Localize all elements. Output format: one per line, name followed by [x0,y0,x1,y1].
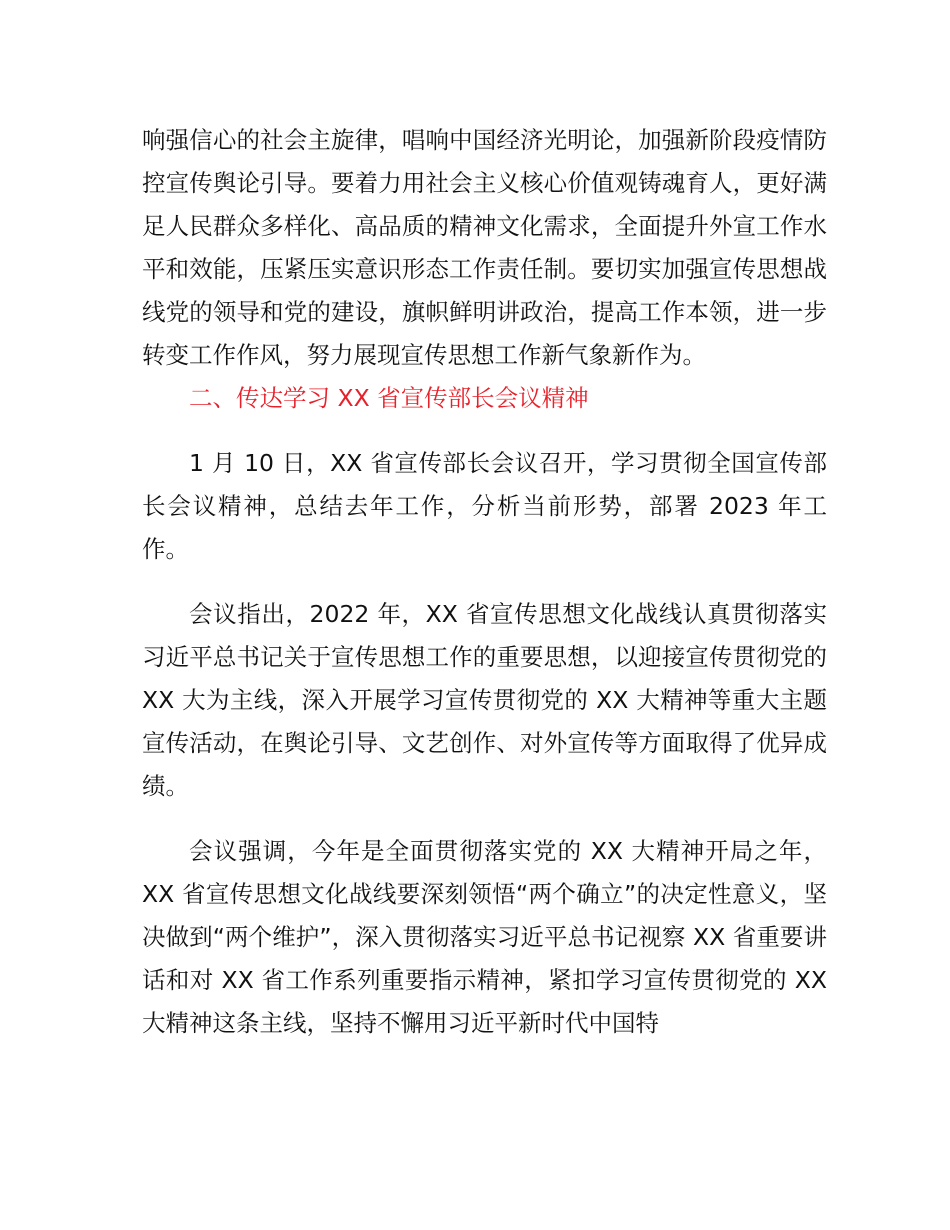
paragraph-meeting-date: 1 月 10 日，XX 省宣传部长会议召开，学习贯彻全国宣传部长会议精神，总结去年工作，分析当前形势，部署 2023 年工作。 [142,449,827,563]
paragraph-continuation: 响强信心的社会主旋律，唱响中国经济光明论，加强新阶段疫情防控宣传舆论引导。要着力用社会主义核心价值观铸魂育人，更好满足人民群众多样化、高品质的精神文化需求，全面提升外宣工作水平和效能，压紧压实意识形态工作责任制。要切实加强宣传思想战线党的领导和党的建设，旗帜鲜明讲政治，提高工作本领，进一步转变工作作风，努力展现宣传思想工作新气象新作为。 [142,126,827,369]
paragraph-meeting-emphasized: 会议强调，今年是全面贯彻落实党的 XX 大精神开局之年，XX 省宣传思想文化战线要深刻领悟“两个确立”的决定性意义，坚决做到“两个维护”，深入贯彻落实习近平总书记视察 XX 省重要讲话和对 XX 省工作系列重要指示精神，紧扣学习宣传贯彻党的 XX 大精神这条主线，坚持不懈用习近平新时代中国特 [142,837,827,1037]
section-heading: 二、传达学习 XX 省宣传部长会议精神 [189,384,589,412]
paragraph-meeting-noted: 会议指出，2022 年，XX 省宣传思想文化战线认真贯彻落实习近平总书记关于宣传思想工作的重要思想，以迎接宣传贯彻党的 XX 大为主线，深入开展学习宣传贯彻党的 XX 大精神等重大主题宣传活动，在舆论引导、文艺创作、对外宣传等方面取得了优异成绩。 [142,600,827,800]
document-body [142,119,827,1045]
